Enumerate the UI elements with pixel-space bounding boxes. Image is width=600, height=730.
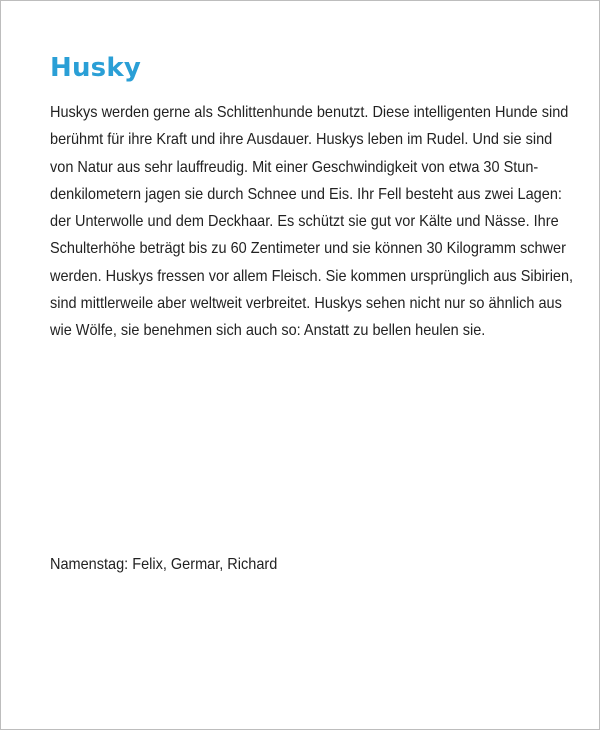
paragraph-line: sind mittlerweile aber weltweit verbreitet. Huskys sehen nicht nur so ähnlich aus (50, 295, 562, 313)
paragraph-line: werden. Huskys fressen vor allem Fleisch. Sie kommen ursprünglich aus Sibirien, (50, 267, 574, 285)
name-day-footer: Namenstag: Felix, Germar, Richard (50, 556, 278, 573)
paragraph-line: wie Wölfe, sie benehmen sich auch so: Anstatt zu bellen heulen sie. (50, 322, 486, 340)
paragraph-line: Huskys werden gerne als Schlittenhunde benutzt. Diese intelligenten Hunde sind (50, 104, 569, 121)
paragraph-line: berühmt für ihre Kraft und ihre Ausdauer. Huskys leben im Rudel. Und sie sind (50, 131, 553, 149)
paragraph-line: der Unterwolle und dem Deckhaar. Es schützt sie gut vor Kälte und Nässe. Ihre (50, 213, 559, 231)
body-paragraph (50, 99, 574, 345)
paragraph-line: Schulterhöhe beträgt bis zu 60 Zentimeter und sie können 30 Kilogramm schwer (50, 240, 566, 258)
page-title: Husky (50, 53, 141, 83)
paragraph-line: denkilometern jagen sie durch Schnee und Eis. Ihr Fell besteht aus zwei Lagen: (50, 185, 562, 203)
paragraph-line: von Natur aus sehr lauffreudig. Mit einer Geschwindigkeit von etwa 30 Stun- (50, 158, 539, 176)
